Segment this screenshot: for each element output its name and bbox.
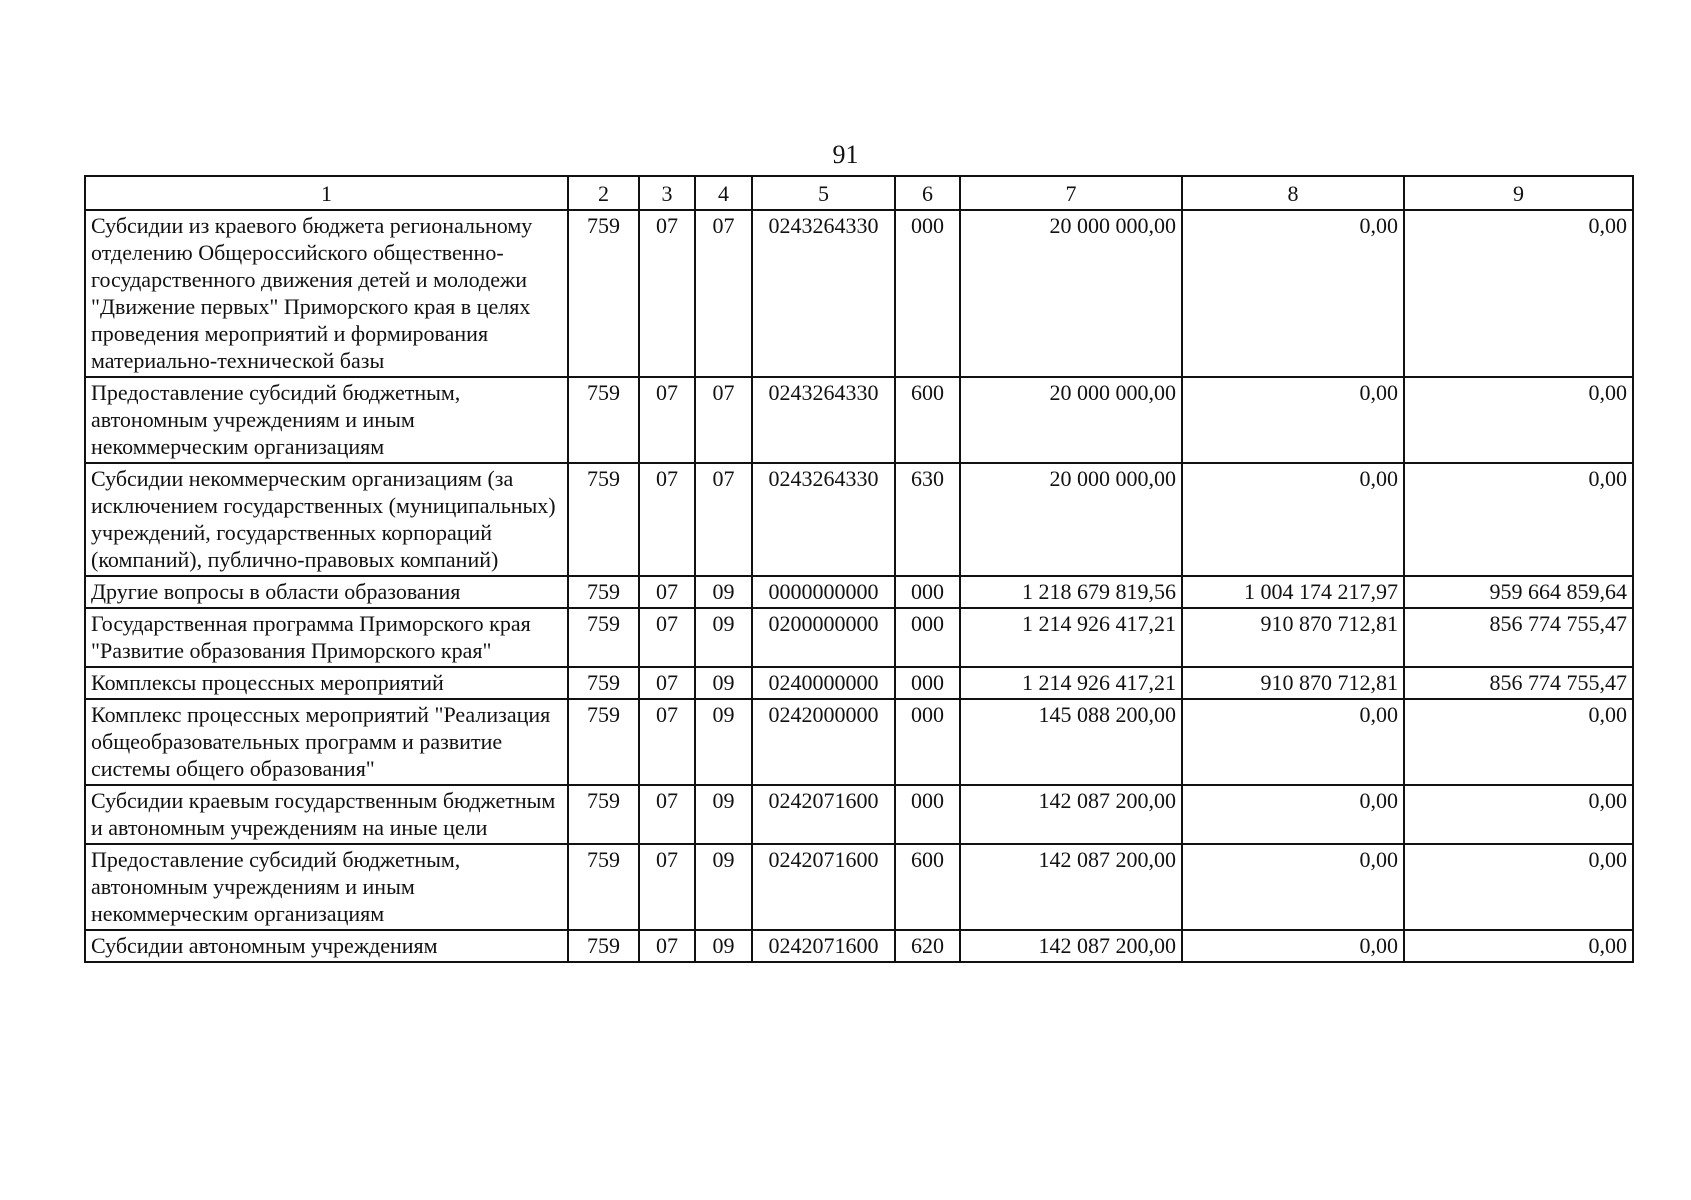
row-rz: 07 [639, 463, 695, 576]
table-row [85, 667, 1633, 699]
row-name: Предоставление субсидий бюджетным, автономным учреждениям и иным некоммерческим организациям [85, 844, 568, 930]
row-value-9: 0,00 [1404, 210, 1633, 377]
row-pr: 09 [695, 699, 752, 785]
row-name: Комплекс процессных мероприятий "Реализация общеобразовательных программ и развитие системы общего образования" [85, 699, 568, 785]
header-col-1: 1 [85, 176, 568, 210]
row-vr: 000 [895, 699, 960, 785]
row-grbs: 759 [568, 608, 639, 667]
row-csr: 0243264330 [752, 210, 895, 377]
row-value-9: 856 774 755,47 [1404, 667, 1633, 699]
row-value-7: 145 088 200,00 [960, 699, 1182, 785]
row-value-9: 959 664 859,64 [1404, 576, 1633, 608]
row-pr: 07 [695, 377, 752, 463]
page-number: 91 [832, 140, 859, 169]
row-value-8: 910 870 712,81 [1182, 608, 1404, 667]
row-grbs: 759 [568, 667, 639, 699]
row-value-7: 142 087 200,00 [960, 785, 1182, 844]
header-col-7: 7 [960, 176, 1182, 210]
row-value-8: 0,00 [1182, 377, 1404, 463]
row-value-7: 20 000 000,00 [960, 210, 1182, 377]
row-pr: 09 [695, 667, 752, 699]
header-col-4: 4 [695, 176, 752, 210]
row-value-8: 0,00 [1182, 930, 1404, 962]
row-pr: 09 [695, 576, 752, 608]
row-name: Субсидии из краевого бюджета региональному отделению Общероссийского общественно-государственного движения детей и молодежи "Движение первых" Приморского края в целях проведения мероприятий и формирования материально-технической базы [85, 210, 568, 377]
header-col-8: 8 [1182, 176, 1404, 210]
row-csr: 0243264330 [752, 463, 895, 576]
table-row [85, 785, 1633, 844]
row-vr: 630 [895, 463, 960, 576]
row-value-7: 1 214 926 417,21 [960, 608, 1182, 667]
row-name: Комплексы процессных мероприятий [85, 667, 568, 699]
row-name: Субсидии краевым государственным бюджетным и автономным учреждениям на иные цели [85, 785, 568, 844]
table-row [85, 576, 1633, 608]
row-value-8: 0,00 [1182, 785, 1404, 844]
row-value-9: 0,00 [1404, 930, 1633, 962]
row-value-8: 0,00 [1182, 210, 1404, 377]
row-value-8: 0,00 [1182, 463, 1404, 576]
row-value-9: 0,00 [1404, 463, 1633, 576]
row-pr: 09 [695, 844, 752, 930]
row-csr: 0242000000 [752, 699, 895, 785]
row-value-9: 0,00 [1404, 377, 1633, 463]
row-rz: 07 [639, 667, 695, 699]
row-rz: 07 [639, 844, 695, 930]
header-row [85, 176, 1633, 210]
row-value-7: 142 087 200,00 [960, 930, 1182, 962]
table-row [85, 210, 1633, 377]
budget-table [84, 175, 1634, 963]
row-csr: 0242071600 [752, 844, 895, 930]
table-row [85, 930, 1633, 962]
header-col-3: 3 [639, 176, 695, 210]
row-name: Предоставление субсидий бюджетным, автономным учреждениям и иным некоммерческим организациям [85, 377, 568, 463]
row-grbs: 759 [568, 576, 639, 608]
row-csr: 0242071600 [752, 785, 895, 844]
row-value-7: 142 087 200,00 [960, 844, 1182, 930]
row-rz: 07 [639, 576, 695, 608]
row-name: Другие вопросы в области образования [85, 576, 568, 608]
row-value-7: 1 218 679 819,56 [960, 576, 1182, 608]
row-name: Государственная программа Приморского края "Развитие образования Приморского края" [85, 608, 568, 667]
row-value-8: 910 870 712,81 [1182, 667, 1404, 699]
header-col-6: 6 [895, 176, 960, 210]
row-grbs: 759 [568, 785, 639, 844]
row-grbs: 759 [568, 377, 639, 463]
table-row [85, 699, 1633, 785]
row-vr: 000 [895, 210, 960, 377]
row-name: Субсидии некоммерческим организациям (за исключением государственных (муниципальных) учреждений, государственных корпораций (компаний), публично-правовых компаний) [85, 463, 568, 576]
table-row [85, 377, 1633, 463]
row-grbs: 759 [568, 210, 639, 377]
table-row [85, 463, 1633, 576]
row-vr: 620 [895, 930, 960, 962]
row-value-9: 0,00 [1404, 785, 1633, 844]
row-rz: 07 [639, 785, 695, 844]
row-rz: 07 [639, 377, 695, 463]
row-csr: 0243264330 [752, 377, 895, 463]
row-vr: 000 [895, 785, 960, 844]
row-rz: 07 [639, 210, 695, 377]
row-vr: 000 [895, 667, 960, 699]
row-value-8: 0,00 [1182, 699, 1404, 785]
row-value-9: 0,00 [1404, 699, 1633, 785]
header-col-5: 5 [752, 176, 895, 210]
row-vr: 600 [895, 377, 960, 463]
row-value-7: 1 214 926 417,21 [960, 667, 1182, 699]
row-name: Субсидии автономным учреждениям [85, 930, 568, 962]
row-csr: 0000000000 [752, 576, 895, 608]
row-csr: 0242071600 [752, 930, 895, 962]
row-value-8: 0,00 [1182, 844, 1404, 930]
row-rz: 07 [639, 608, 695, 667]
row-value-8: 1 004 174 217,97 [1182, 576, 1404, 608]
row-grbs: 759 [568, 844, 639, 930]
header-col-9: 9 [1404, 176, 1633, 210]
row-csr: 0240000000 [752, 667, 895, 699]
row-csr: 0200000000 [752, 608, 895, 667]
row-pr: 09 [695, 785, 752, 844]
row-vr: 000 [895, 608, 960, 667]
row-grbs: 759 [568, 463, 639, 576]
row-grbs: 759 [568, 699, 639, 785]
row-value-7: 20 000 000,00 [960, 377, 1182, 463]
header-col-2: 2 [568, 176, 639, 210]
row-rz: 07 [639, 930, 695, 962]
row-value-7: 20 000 000,00 [960, 463, 1182, 576]
row-value-9: 0,00 [1404, 844, 1633, 930]
row-rz: 07 [639, 699, 695, 785]
row-value-9: 856 774 755,47 [1404, 608, 1633, 667]
row-vr: 000 [895, 576, 960, 608]
row-vr: 600 [895, 844, 960, 930]
table-row [85, 844, 1633, 930]
row-pr: 07 [695, 210, 752, 377]
row-pr: 09 [695, 930, 752, 962]
row-pr: 07 [695, 463, 752, 576]
row-pr: 09 [695, 608, 752, 667]
table-row [85, 608, 1633, 667]
row-grbs: 759 [568, 930, 639, 962]
